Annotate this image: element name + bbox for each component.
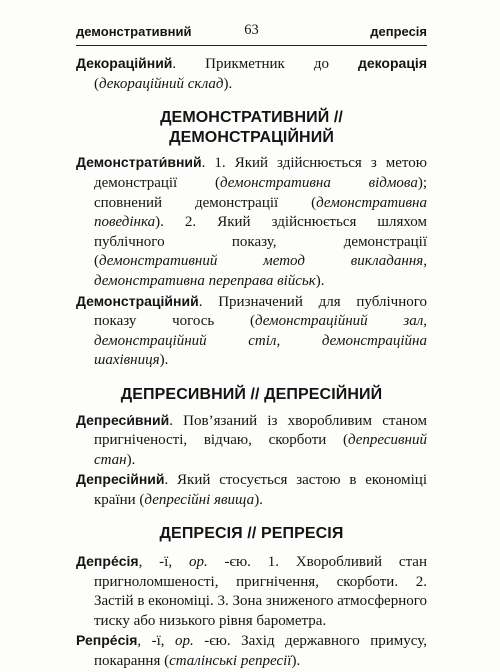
usage-example: депресивний стан xyxy=(94,432,427,468)
definition-text: . Прикметник до xyxy=(172,56,358,72)
definition-text: . Який стосується застою в економіці країни ( xyxy=(94,472,427,508)
definition-text: ). xyxy=(254,491,263,508)
headword: Репре́сія xyxy=(76,632,138,649)
usage-example: демонстраційний зал, демонстраційний стіл, демонстраційна шахівниця xyxy=(94,313,428,369)
running-head xyxy=(76,22,427,44)
cross-reference: декорація xyxy=(357,55,427,71)
grammar-label: ор. xyxy=(188,554,208,571)
usage-example: демонстративна відмова xyxy=(219,174,418,191)
headword: Демонстрати́вний xyxy=(76,154,202,171)
headword: Декораційний xyxy=(76,55,173,71)
section-title: ДЕМОНСТРАТИВНИЙ // ДЕМОНСТРАЦІЙНИЙ xyxy=(160,109,343,146)
entry-depresyvnyi xyxy=(76,411,427,471)
definition-text: ). xyxy=(315,272,325,289)
grammar-label: ор. xyxy=(175,633,194,650)
definition-text: ). xyxy=(126,451,136,468)
definition-text: ). 2. Який здійснюється шляхом публічного показу, демонстрації ( xyxy=(94,214,427,270)
usage-example: депресійні явища xyxy=(144,491,255,508)
definition-text: ). xyxy=(291,653,301,670)
headword: Демонстраційний xyxy=(76,292,199,309)
definition-text: . Призначений для публічного показу чогось ( xyxy=(94,293,427,330)
definition-text: -єю. 1. Хворобливий стан пригноломшеності, пригнічення, скорботи. 2. Застій в економіці. 3. Зона зниженого атмосферного тиску або низького рівня барометра. xyxy=(94,554,427,629)
entry-dekoratsiinyi xyxy=(76,54,427,94)
usage-example: сталінські репресії xyxy=(169,653,292,670)
running-head-right: депресія xyxy=(370,24,427,39)
headword: Депресійний xyxy=(76,471,165,488)
definition-text: . 1. Який здійснюється з метою демонстрації ( xyxy=(94,155,427,191)
definition-text: ). xyxy=(223,75,233,92)
section-title: ДЕПРЕСІЯ // РЕПРЕСІЯ xyxy=(159,525,344,543)
page-number: 63 xyxy=(244,22,259,38)
definition-text: , -ї, xyxy=(138,554,189,571)
headword: Депре́сія xyxy=(76,553,139,570)
entry-depresiia xyxy=(76,552,427,631)
headword: Депреси́вний xyxy=(76,411,170,428)
definition-text: , -ї, xyxy=(137,633,176,650)
header-rule xyxy=(76,45,427,46)
usage-example: декораційний склад xyxy=(99,75,224,92)
entry-depresiinyi xyxy=(76,470,427,510)
definition-text: ); сповнений демонстрації ( xyxy=(94,174,427,211)
entry-demonstratyvnyi xyxy=(76,153,427,291)
definition-text: . Пов’язаний із хворобливим станом пригніченості, відчаю, скорботи ( xyxy=(94,412,427,449)
page-content xyxy=(76,54,427,672)
section-title: ДЕПРЕСИВНИЙ // ДЕПРЕСІЙНИЙ xyxy=(120,385,383,403)
definition-text: -єю. Захід державного примусу, покарання ( xyxy=(94,633,427,670)
running-head-left: демонстративний xyxy=(76,24,192,39)
definition-text: ( xyxy=(94,75,99,92)
definition-text: ). xyxy=(159,352,169,369)
entry-represiia xyxy=(76,631,427,671)
usage-example: демонстративна поведінка xyxy=(94,194,427,231)
entry-demonstratsiinyi xyxy=(76,292,427,371)
usage-example: демонстративний метод викладання, демонстративна переправа військ xyxy=(94,253,427,289)
